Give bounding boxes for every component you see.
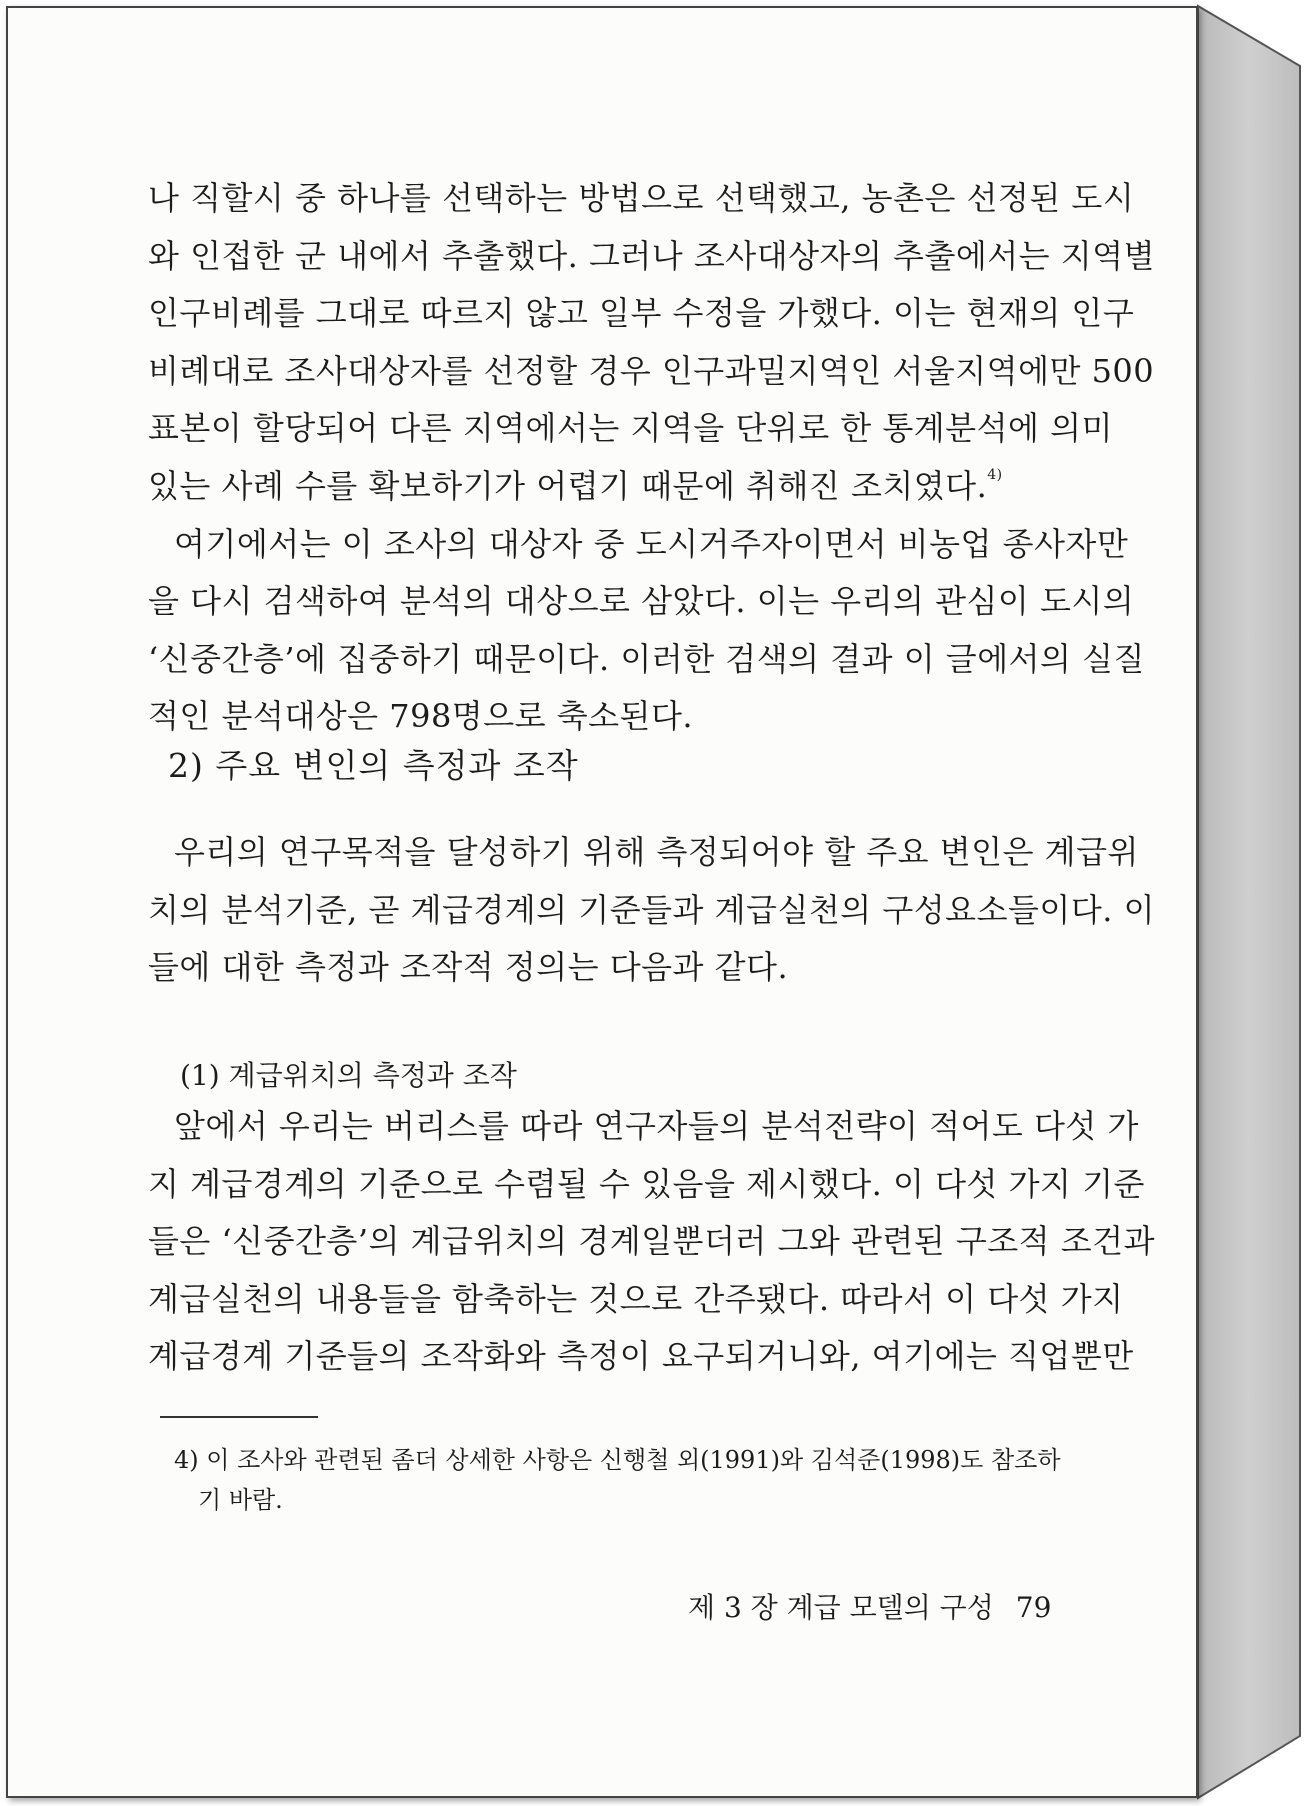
text-line: 들에 대한 측정과 조작적 정의는 다음과 같다. [148,948,789,987]
subsection-heading: (1) 계급위치의 측정과 조작 [180,1059,517,1092]
body-text-2 [148,824,1155,997]
footnote-ref[interactable]: 4) [987,466,1003,483]
footnote-divider [160,1416,318,1418]
text-line: 치의 분석기준, 곧 계급경계의 기준들과 계급실천의 구성요소들이다. 이 [148,890,1155,929]
body-text-3 [148,1098,1155,1386]
text-line: ‘신중간층’에 집중하기 때문이다. 이러한 검색의 결과 이 글에서의 실질 [148,639,1145,678]
text-line-content: 있는 사례 수를 확보하기가 어렵기 때문에 취해진 조치였다. [148,466,988,505]
footnote [174,1440,1061,1520]
paragraph-2 [148,516,1145,746]
text-line [148,458,1028,516]
text-line: 계급실천의 내용들을 함축하는 것으로 간주됐다. 따라서 이 다섯 가지 [148,1279,1124,1318]
paragraph-1 [148,170,1155,516]
footnote-line: 4) 이 조사와 관련된 좀더 상세한 사항은 신행철 외(1991)와 김석준(1998)도 참조하 [174,1446,1061,1474]
text-line: 앞에서 우리는 버리스를 따라 연구자들의 분석전략이 적어도 다섯 가 [174,1107,1139,1145]
text-line: 지 계급경계의 기준으로 수렴될 수 있음을 제시했다. 이 다섯 가지 기준 [148,1164,1145,1203]
text-line: 들은 ‘신중간층’의 계급위치의 경계일뿐더러 그와 관련된 구조적 조건과 [148,1222,1155,1261]
page-number: 79 [1015,1591,1052,1624]
paragraph-3 [148,824,1155,997]
running-footer [688,1586,1051,1626]
section-heading: 2) 주요 변인의 측정과 조작 [168,746,579,785]
text-line: 와 인접한 군 내에서 추출했다. 그러나 조사대상자의 추출에서는 지역별 [148,236,1155,275]
text-line: 여기에서는 이 조사의 대상자 중 도시거주자이면서 비농업 종사자만 [174,524,1129,563]
text-line: 계급경계 기준들의 조작화와 측정이 요구되거니와, 여기에는 직업뿐만 [148,1337,1134,1376]
chapter-title: 제 3 장 계급 모델의 구성 [688,1591,994,1624]
text-line: 나 직할시 중 하나를 선택하는 방법으로 선택했고, 농촌은 선정된 도시 [148,179,1135,217]
text-line: 인구비례를 그대로 따르지 않고 일부 수정을 가했다. 이는 현재의 인구 [148,294,1135,333]
text-line: 적인 분석대상은 798명으로 축소된다. [148,697,694,736]
text-line: 표본이 할당되어 다른 지역에서는 지역을 단위로 한 통계분석에 의미 [148,409,1113,448]
text-line: 비례대로 조사대상자를 선정할 경우 인구과밀지역인 서울지역에만 500 [148,351,1155,390]
text-line: 우리의 연구목적을 달성하기 위해 측정되어야 할 주요 변인은 계급위 [174,833,1139,871]
footnote-line: 기 바람. [198,1486,283,1514]
text-line: 을 다시 검색하여 분석의 대상으로 삼았다. 이는 우리의 관심이 도시의 [148,582,1135,621]
paragraph-4 [148,1098,1155,1386]
body-text [148,170,1155,746]
